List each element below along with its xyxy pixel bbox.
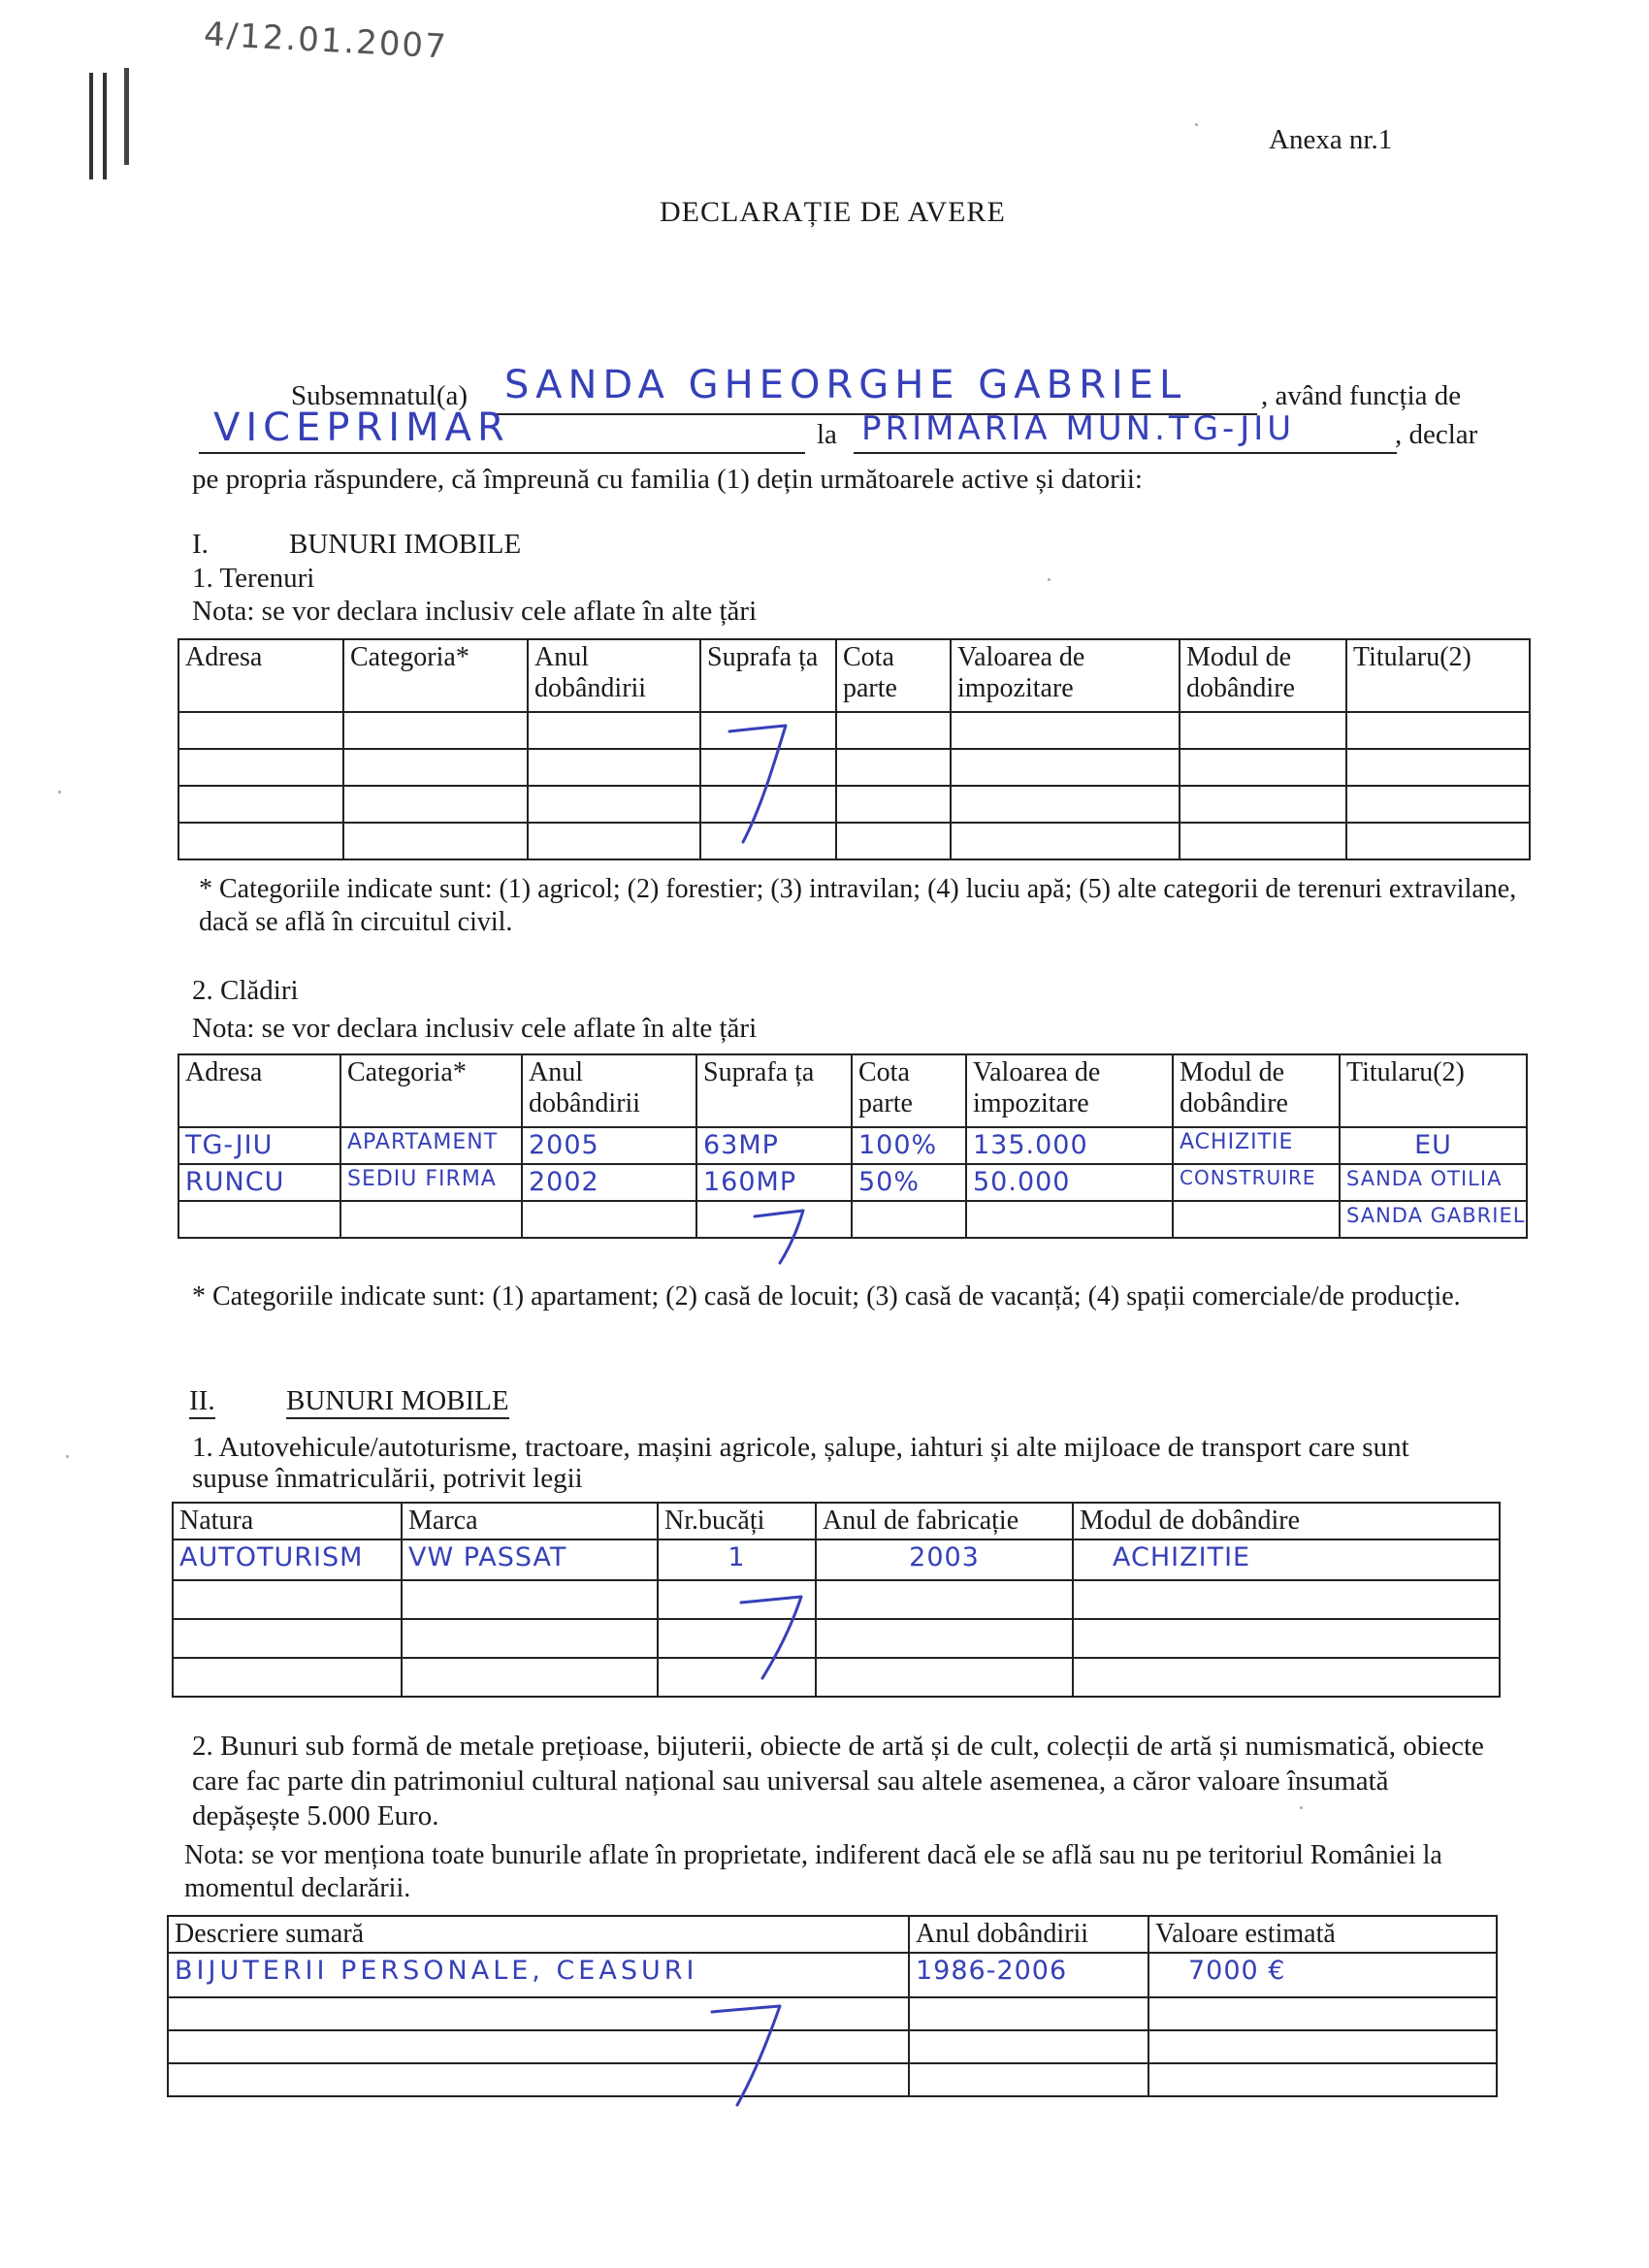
col-descriere: Descriere sumară <box>168 1916 909 1953</box>
cell-modul: ACHIZITIE <box>1073 1539 1500 1580</box>
cell-natura: AUTOTURISM <box>173 1539 402 1580</box>
col-nr-bucati: Nr.bucăți <box>658 1503 816 1539</box>
col-anul-fabricatie: Anul de fabricație <box>816 1503 1073 1539</box>
table-row <box>168 1997 1497 2030</box>
declarant-institution: PRIMARIA MUN.TG-JIU <box>861 409 1296 448</box>
cell-adresa: RUNCU <box>178 1164 340 1201</box>
vehicles-table <box>172 1502 1501 1698</box>
col-valoarea: Valoarea de impozitare <box>951 639 1180 712</box>
cell-suprafata: 63MP <box>696 1127 852 1164</box>
cell-cota: 100% <box>852 1127 966 1164</box>
subsemnatul-label: Subsemnatul(a) <box>291 380 469 411</box>
table-row <box>178 786 1530 823</box>
terenuri-strikethrough-mark <box>718 718 805 854</box>
valuables-strikethrough-mark <box>698 1998 795 2115</box>
cell-valoare: 7000 € <box>1148 1953 1497 1997</box>
declar-text: , declar <box>1395 419 1478 450</box>
cladiri-strikethrough-mark <box>747 1203 815 1271</box>
cell-categoria: APARTAMENT <box>340 1127 522 1164</box>
col-anul-dobandirii: Anul dobândirii <box>909 1916 1148 1953</box>
vehicles-heading: 1. Autovehicule/autoturisme, tractoare, mașini agricole, șalupe, iahturi și alte mijloace de transport care sunt supuse înmatriculării, potrivit legii <box>192 1432 1409 1494</box>
cell-categoria: SEDIU FIRMA <box>340 1164 522 1201</box>
vehicles-strikethrough-mark <box>728 1591 815 1688</box>
intro-line-3: pe propria răspundere, că împreună cu familia (1) dețin următoarele active și datorii: <box>192 464 1143 495</box>
col-cota-parte: Cota parte <box>852 1054 966 1127</box>
table-row <box>178 712 1530 749</box>
annex-label: Anexa nr.1 <box>1269 124 1393 155</box>
cell-modul: CONSTRUIRE <box>1173 1164 1340 1201</box>
cell-anul-fabricatie: 2003 <box>816 1539 1073 1580</box>
table-row <box>173 1580 1500 1619</box>
section-2-number: II. <box>189 1385 215 1419</box>
col-modul-dobandire: Modul de dobândire <box>1180 639 1346 712</box>
table-header-row <box>178 639 1530 712</box>
table-row <box>178 1164 1527 1201</box>
table-header-row <box>173 1503 1500 1539</box>
cell-valoarea: 50.000 <box>966 1164 1173 1201</box>
binder-punch-marks <box>89 73 107 179</box>
col-marca: Marca <box>402 1503 658 1539</box>
scan-speck <box>58 791 61 794</box>
col-anul-dobandirii: Anul dobândirii <box>522 1054 696 1127</box>
col-titular: Titularu(2) <box>1346 639 1530 712</box>
col-adresa: Adresa <box>178 1054 340 1127</box>
table-row <box>178 749 1530 786</box>
cell-nr-bucati: 1 <box>658 1539 816 1580</box>
col-natura: Natura <box>173 1503 402 1539</box>
col-modul-dobandire: Modul de dobândire <box>1073 1503 1500 1539</box>
col-titular: Titularu(2) <box>1340 1054 1527 1127</box>
col-valoare-estimata: Valoare estimată <box>1148 1916 1497 1953</box>
registration-stamp: 4/12.01.2007 <box>203 15 449 67</box>
la-label: la <box>817 419 837 450</box>
cell-marca: VW PASSAT <box>402 1539 658 1580</box>
terenuri-note: Nota: se vor declara inclusiv cele aflate în alte țări <box>192 596 758 627</box>
table-row <box>178 1127 1527 1164</box>
table-row <box>173 1658 1500 1697</box>
table-row <box>178 823 1530 859</box>
col-cota-parte: Cota parte <box>836 639 951 712</box>
cladiri-heading: 2. Clădiri <box>192 975 299 1006</box>
table-row <box>173 1619 1500 1658</box>
scan-speck <box>1300 1806 1303 1809</box>
table-header-row <box>168 1916 1497 1953</box>
scan-speck <box>66 1455 69 1458</box>
cell-valoarea: 135.000 <box>966 1127 1173 1164</box>
cell-modul: ACHIZITIE <box>1173 1127 1340 1164</box>
table-row <box>178 1201 1527 1238</box>
valuables-table <box>167 1915 1498 2097</box>
page-title: DECLARAȚIE DE AVERE <box>660 196 1006 228</box>
cell-anul: 1986-2006 <box>909 1953 1148 1997</box>
cladiri-note: Nota: se vor declara inclusiv cele aflate în alte țări <box>192 1013 758 1044</box>
col-adresa: Adresa <box>178 639 343 712</box>
binder-mark-2 <box>124 68 129 165</box>
cell-cota: 50% <box>852 1164 966 1201</box>
col-categoria: Categoria* <box>340 1054 522 1127</box>
col-anul-dobandirii: Anul dobândirii <box>528 639 700 712</box>
scan-speck <box>1195 123 1198 126</box>
col-valoarea: Valoarea de impozitare <box>966 1054 1173 1127</box>
avand-functia-text: , având funcția de <box>1261 380 1462 411</box>
cell-adresa: TG-JIU <box>178 1127 340 1164</box>
col-modul-dobandire: Modul de dobândire <box>1173 1054 1340 1127</box>
valuables-note: Nota: se vor menționa toate bunurile aflate în proprietate, indiferent dacă ele se află sau nu pe teritoriul României la momentul declarării. <box>184 1840 1442 1903</box>
function-underline <box>199 452 805 454</box>
col-categoria: Categoria* <box>343 639 528 712</box>
table-row <box>168 1953 1497 1997</box>
cell-descriere: BIJUTERII PERSONALE, CEASURI <box>168 1953 909 1997</box>
col-suprafata: Suprafa ța <box>700 639 836 712</box>
table-header-row <box>178 1054 1527 1127</box>
cell-titular: EU <box>1340 1127 1527 1164</box>
terenuri-table <box>178 638 1531 860</box>
section-1-number: I. <box>192 529 209 560</box>
cladiri-table <box>178 1053 1528 1239</box>
valuables-heading: 2. Bunuri sub formă de metale prețioase, bijuterii, obiecte de artă și de cult, colecții de artă și numismatică, obiecte care fac parte din patrimoniul cultural național sau universal sau altele asemenea, a căror valoare însumată depășește 5.000 Euro. <box>192 1731 1484 1831</box>
section-2-title: BUNURI MOBILE <box>286 1385 509 1419</box>
institution-underline <box>854 452 1397 454</box>
cell-titular: SANDA OTILIA <box>1340 1164 1527 1201</box>
table-row <box>173 1539 1500 1580</box>
cell-anul: 2005 <box>522 1127 696 1164</box>
table-row <box>168 2063 1497 2096</box>
declarant-function: VICEPRIMAR <box>213 405 510 450</box>
cell-anul: 2002 <box>522 1164 696 1201</box>
cell-titular: SANDA GABRIEL <box>1340 1201 1527 1238</box>
col-suprafata: Suprafa ța <box>696 1054 852 1127</box>
table-row <box>168 2030 1497 2063</box>
terenuri-heading: 1. Terenuri <box>192 563 315 594</box>
terenuri-footnote-1: * Categoriile indicate sunt: (1) agricol; (2) forestier; (3) intravilan; (4) luciu apă; (5) alte categorii de terenuri extravilane, dacă se află în circuitul civil. <box>199 874 1517 937</box>
cladiri-footnote: * Categoriile indicate sunt: (1) apartament; (2) casă de locuit; (3) casă de vacanță; (4) spații comerciale/de producție. <box>192 1281 1461 1312</box>
cell-suprafata: 160MP <box>696 1164 852 1201</box>
declarant-name: SANDA GHEORGHE GABRIEL <box>504 363 1187 407</box>
section-1-title: BUNURI IMOBILE <box>289 529 522 560</box>
scan-speck <box>1048 578 1051 581</box>
